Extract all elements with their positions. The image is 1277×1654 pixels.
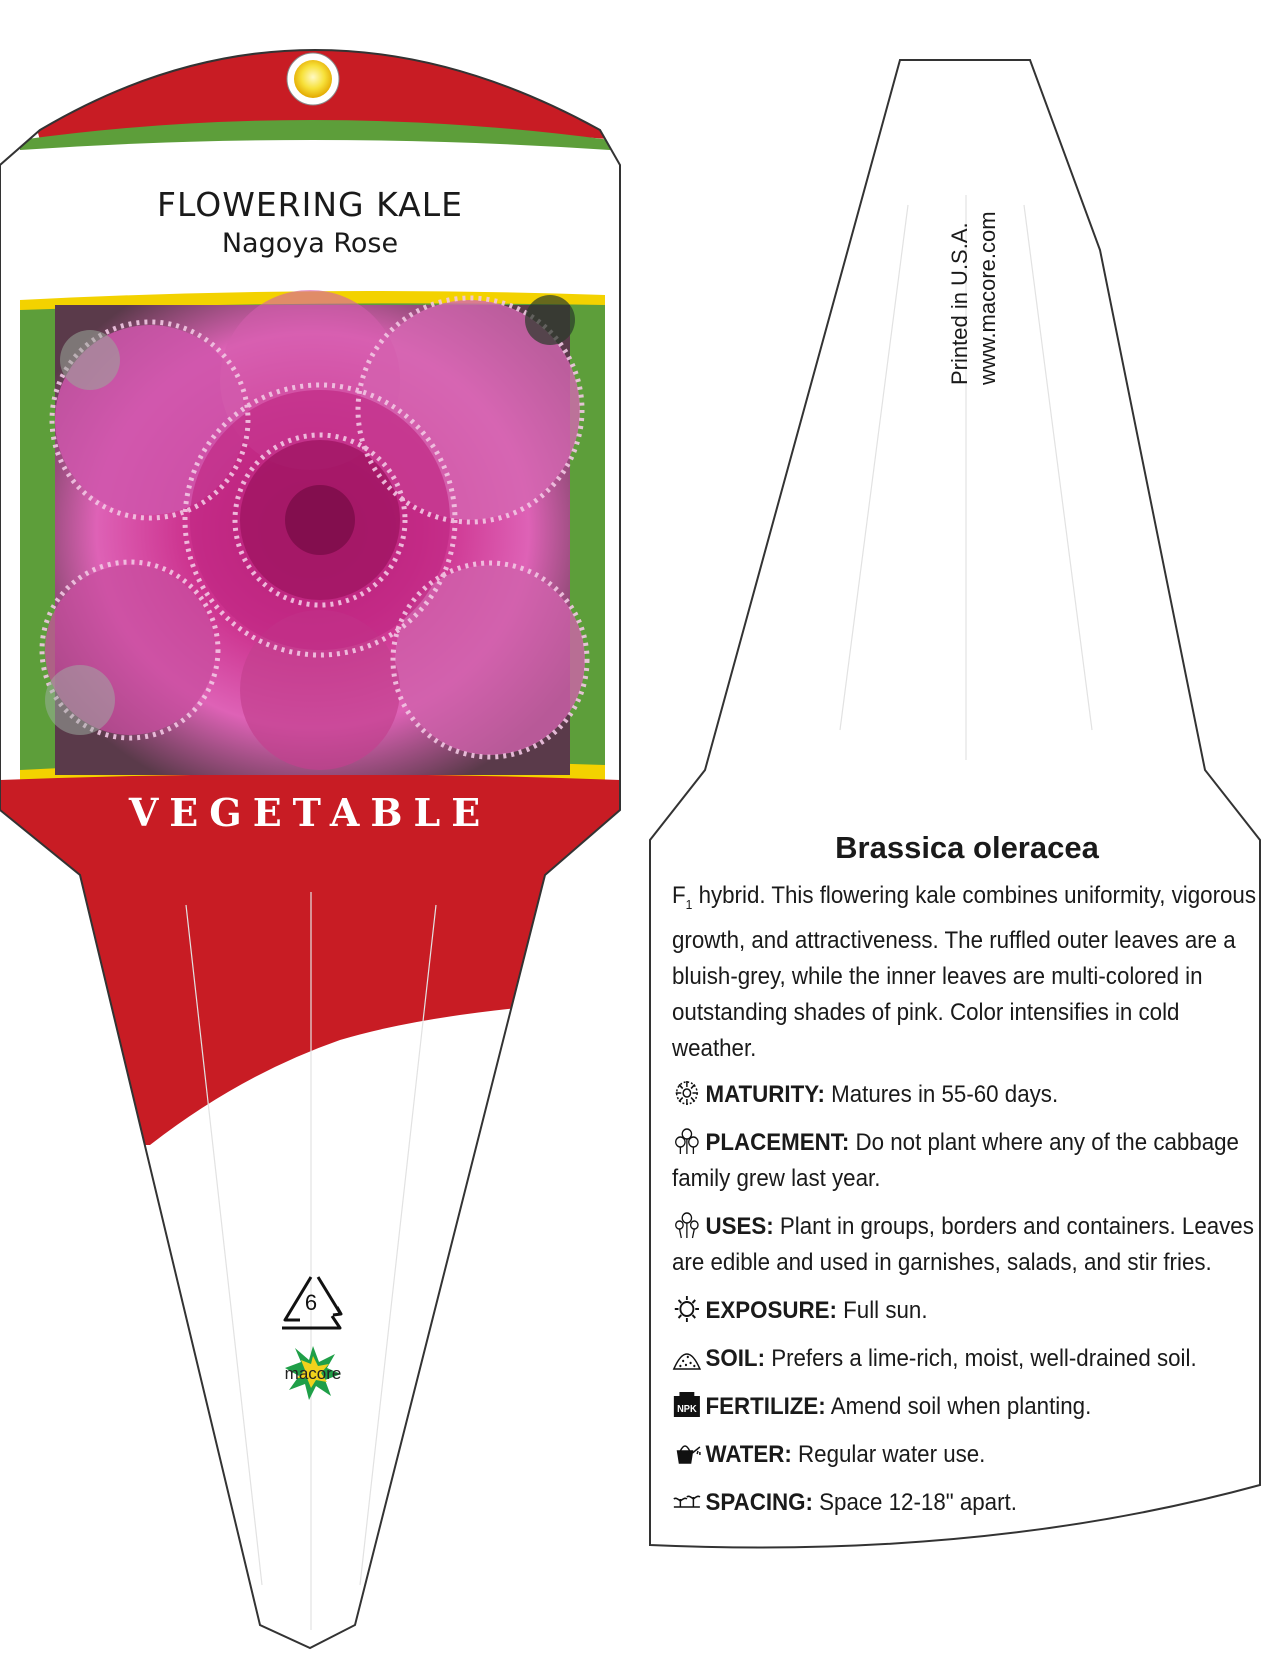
- care-exposure: [672, 1293, 1267, 1329]
- uses-icon: [672, 1211, 702, 1239]
- back-content: [672, 830, 1262, 1533]
- care-soil: [672, 1341, 1267, 1377]
- care-maturity-text: Matures in 55-60 days.: [824, 1080, 1059, 1108]
- printed-in-text: Printed in U.S.A.: [947, 222, 972, 385]
- soil-icon: [672, 1343, 702, 1371]
- botanical-name: Brassica oleracea: [835, 830, 1099, 865]
- care-fertilize-text: Amend soil when planting.: [825, 1392, 1092, 1420]
- npk-icon-text: NPK: [677, 1403, 697, 1415]
- print-info: [946, 211, 1002, 385]
- care-water-label: WATER:: [705, 1440, 792, 1468]
- sun-icon: [672, 1295, 702, 1323]
- description: [672, 878, 1267, 1067]
- care-uses-text: Plant in groups, borders and containers. Leaves are edible and used in garnishes, salads, and stir fries.: [672, 1212, 1254, 1276]
- kale-photo: [42, 290, 587, 775]
- care-placement-text: Do not plant where any of the cabbage family grew last year.: [672, 1128, 1239, 1192]
- care-spacing: [672, 1485, 1267, 1521]
- care-fertilize-label: FERTILIZE:: [705, 1392, 826, 1420]
- care-placement: [672, 1125, 1267, 1197]
- seedling-icon: [672, 1487, 702, 1515]
- care-soil-text: Prefers a lime-rich, moist, well-drained soil.: [765, 1344, 1197, 1372]
- plant-title: FLOWERING KALE: [157, 185, 463, 224]
- description-prefix: F: [672, 882, 686, 909]
- npk-icon: [672, 1391, 702, 1419]
- plant-variety: Nagoya Rose: [221, 228, 399, 259]
- website-text: www.macore.com: [975, 211, 1000, 385]
- care-soil-label: SOIL:: [705, 1344, 765, 1372]
- care-spacing-label: SPACING:: [705, 1488, 813, 1516]
- care-uses-label: USES:: [705, 1212, 774, 1240]
- care-water: [672, 1437, 1267, 1473]
- care-placement-label: PLACEMENT:: [705, 1128, 850, 1156]
- watering-can-icon: [672, 1439, 702, 1467]
- recycle-number: 6: [304, 1290, 318, 1315]
- description-subscript: 1: [685, 896, 693, 912]
- care-fertilize: [672, 1389, 1267, 1425]
- care-maturity-label: MATURITY:: [705, 1080, 825, 1108]
- placement-icon: [672, 1127, 702, 1155]
- care-uses: [672, 1209, 1267, 1281]
- care-spacing-text: Space 12-18" apart.: [812, 1488, 1017, 1516]
- hang-hole-sun-icon: [294, 60, 332, 98]
- brand-label: macore: [284, 1364, 342, 1383]
- care-water-text: Regular water use.: [791, 1440, 986, 1468]
- care-maturity: [672, 1077, 1267, 1113]
- maturity-icon: [672, 1079, 702, 1107]
- care-exposure-label: EXPOSURE:: [705, 1296, 837, 1324]
- care-exposure-text: Full sun.: [836, 1296, 928, 1324]
- category-label: VEGETABLE: [128, 790, 492, 835]
- description-text: hybrid. This flowering kale combines uniformity, vigorous growth, and attractiveness. The ruffled outer leaves are a bluish-grey, while the inner leaves are multi-colored in outstanding shades of pink. Color intensifies in cold weather.: [672, 882, 1256, 1062]
